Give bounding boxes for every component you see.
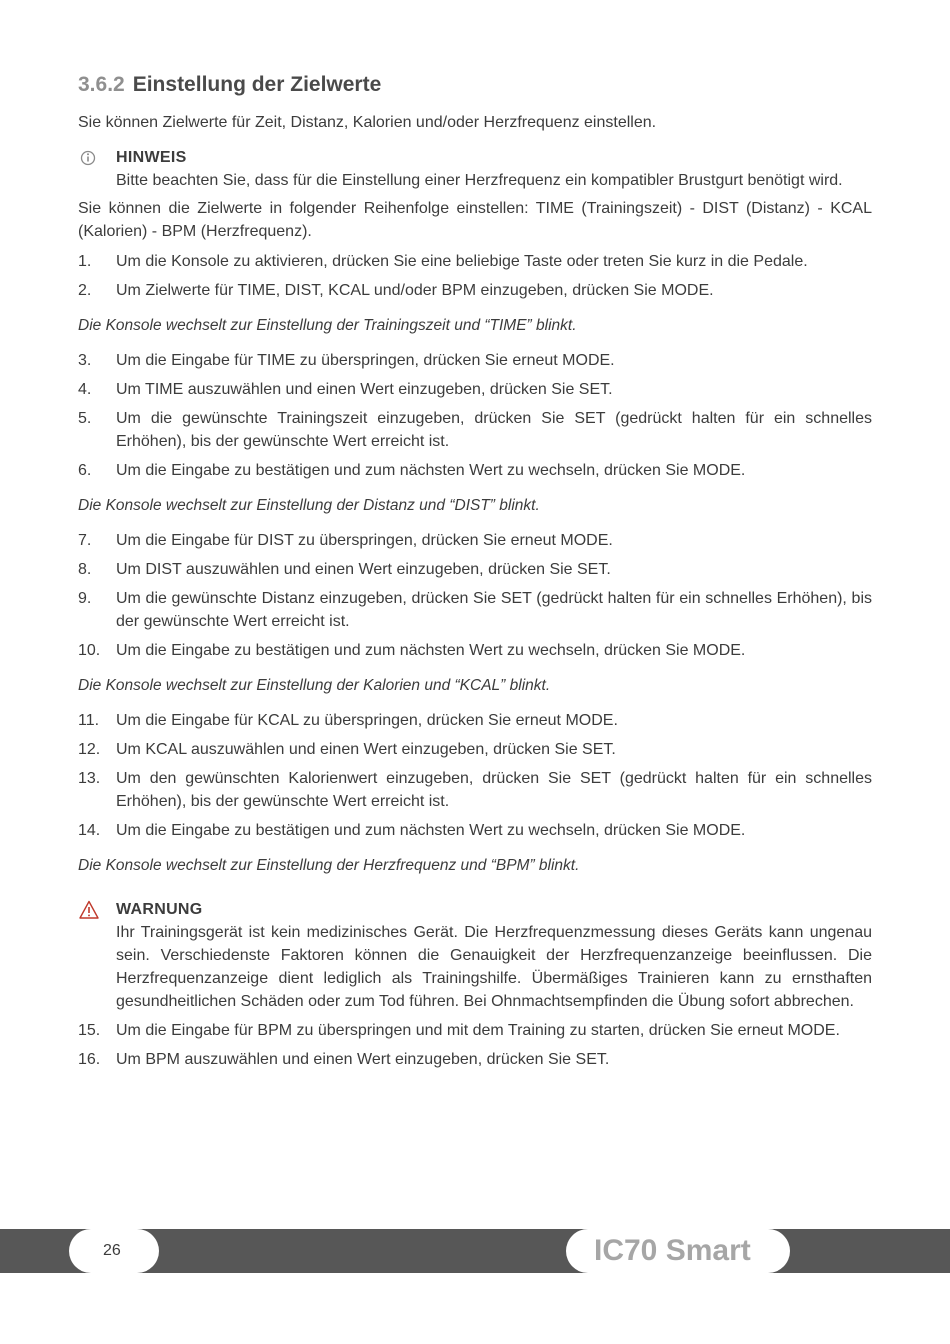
caption-bpm: Die Konsole wechselt zur Einstellung der Herzfrequenz und “BPM” blinkt. (78, 857, 580, 874)
list-item (78, 279, 872, 302)
step-number: 3. (78, 352, 92, 369)
product-name: IC70 Smart (594, 1234, 751, 1267)
step-text: Um die gewünschte Trainingszeit einzugeben, drücken Sie SET (gedrückt halten für ein schnelles Erhöhen), bis der gewünschte Wert erreicht ist. (116, 410, 872, 450)
list-item (78, 709, 872, 732)
list-item (78, 529, 872, 552)
warning-heading: WARNUNG (116, 901, 203, 918)
list-item (78, 767, 872, 813)
document-content (78, 68, 872, 1077)
step-text: Um TIME auszuwählen und einen Wert einzugeben, drücken Sie SET. (116, 381, 613, 398)
order-paragraph: Sie können die Zielwerte in folgender Reihenfolge einstellen: TIME (Trainingszeit) - DIST (Distanz) - KCAL (Kalorien) - BPM (Herzfrequenz). (78, 200, 872, 240)
product-name-badge (566, 1229, 790, 1273)
list-item (78, 1048, 872, 1071)
step-text: Um KCAL auszuwählen und einen Wert einzugeben, drücken Sie SET. (116, 741, 616, 758)
step-text: Um die Eingabe für KCAL zu überspringen, drücken Sie erneut MODE. (116, 712, 618, 729)
page-number-badge (69, 1229, 159, 1273)
list-item (78, 558, 872, 581)
note-text: Bitte beachten Sie, dass für die Einstellung einer Herzfrequenz ein kompatibler Brustgurt benötigt wird. (116, 172, 843, 189)
step-text: Um die Konsole zu aktivieren, drücken Sie eine beliebige Taste oder treten Sie kurz in die Pedale. (116, 253, 808, 270)
warning-triangle-icon (79, 898, 99, 921)
step-text: Um die Eingabe zu bestätigen und zum nächsten Wert zu wechseln, drücken Sie MODE. (116, 642, 746, 659)
list-item (78, 1019, 872, 1042)
info-icon (79, 146, 99, 169)
list-item (78, 587, 872, 633)
step-number: 10. (78, 642, 101, 659)
note-box (78, 146, 872, 192)
page-number: 26 (103, 1242, 121, 1259)
list-item (78, 639, 872, 662)
step-number: 1. (78, 253, 92, 270)
steps-list-5 (78, 1019, 872, 1071)
list-item (78, 349, 872, 372)
steps-list-3 (78, 529, 872, 662)
step-number: 11. (78, 712, 100, 729)
list-item (78, 250, 872, 273)
warning-text: Ihr Trainingsgerät ist kein medizinisches Gerät. Die Herzfrequenzmessung dieses Geräts kann ungenau sein. Verschiedenste Faktoren können die Genauigkeit der Herzfrequenzanzeige beeinflussen. Die Herzfrequenzanzeige dient lediglich als Trainingshilfe. Übermäßiges Trainieren kann zu ernsthaften gesundheitlichen Schäden oder zum Tod führen. Bei Ohnmachtsempfinden die Übung sofort abbrechen. (116, 924, 872, 1010)
step-text: Um DIST auszuwählen und einen Wert einzugeben, drücken Sie SET. (116, 561, 611, 578)
step-number: 16. (78, 1051, 101, 1068)
caption-kcal: Die Konsole wechselt zur Einstellung der Kalorien und “KCAL” blinkt. (78, 677, 551, 694)
step-text: Um Zielwerte für TIME, DIST, KCAL und/oder BPM einzugeben, drücken Sie MODE. (116, 282, 714, 299)
step-text: Um die Eingabe für TIME zu überspringen, drücken Sie erneut MODE. (116, 352, 615, 369)
intro-paragraph: Sie können Zielwerte für Zeit, Distanz, Kalorien und/oder Herzfrequenz einstellen. (78, 114, 657, 131)
warning-box (78, 898, 872, 1013)
step-number: 15. (78, 1022, 101, 1039)
step-text: Um die Eingabe zu bestätigen und zum nächsten Wert zu wechseln, drücken Sie MODE. (116, 462, 746, 479)
step-number: 8. (78, 561, 92, 578)
note-heading: HINWEIS (116, 149, 187, 166)
list-item (78, 738, 872, 761)
step-number: 6. (78, 462, 92, 479)
step-text: Um die Eingabe zu bestätigen und zum nächsten Wert zu wechseln, drücken Sie MODE. (116, 822, 746, 839)
step-number: 5. (78, 410, 92, 427)
step-text: Um die Eingabe für BPM zu überspringen und mit dem Training zu starten, drücken Sie erneut MODE. (116, 1022, 840, 1039)
step-text: Um den gewünschten Kalorienwert einzugeben, drücken Sie SET (gedrückt halten für ein schnelles Erhöhen), bis der gewünschte Wert erreicht ist. (116, 770, 872, 810)
caption-dist: Die Konsole wechselt zur Einstellung der Distanz und “DIST” blinkt. (78, 497, 540, 514)
step-number: 7. (78, 532, 92, 549)
list-item (78, 459, 872, 482)
list-item (78, 819, 872, 842)
section-title: Einstellung der Zielwerte (132, 73, 382, 96)
step-number: 12. (78, 741, 101, 758)
steps-list-4 (78, 709, 872, 842)
section-number: 3.6.2 (78, 73, 125, 96)
step-number: 9. (78, 590, 92, 607)
section-heading (78, 68, 872, 102)
step-number: 4. (78, 381, 92, 398)
list-item (78, 407, 872, 453)
step-number: 13. (78, 770, 101, 787)
list-item (78, 378, 872, 401)
step-text: Um BPM auszuwählen und einen Wert einzugeben, drücken Sie SET. (116, 1051, 610, 1068)
step-text: Um die gewünschte Distanz einzugeben, drücken Sie SET (gedrückt halten für ein schnelles Erhöhen), bis der gewünschte Wert erreicht ist. (116, 590, 872, 630)
step-number: 2. (78, 282, 92, 299)
caption-time: Die Konsole wechselt zur Einstellung der Trainingszeit und “TIME” blinkt. (78, 317, 577, 334)
steps-list-1 (78, 250, 872, 302)
step-number: 14. (78, 822, 101, 839)
step-text: Um die Eingabe für DIST zu überspringen, drücken Sie erneut MODE. (116, 532, 613, 549)
steps-list-2 (78, 349, 872, 482)
